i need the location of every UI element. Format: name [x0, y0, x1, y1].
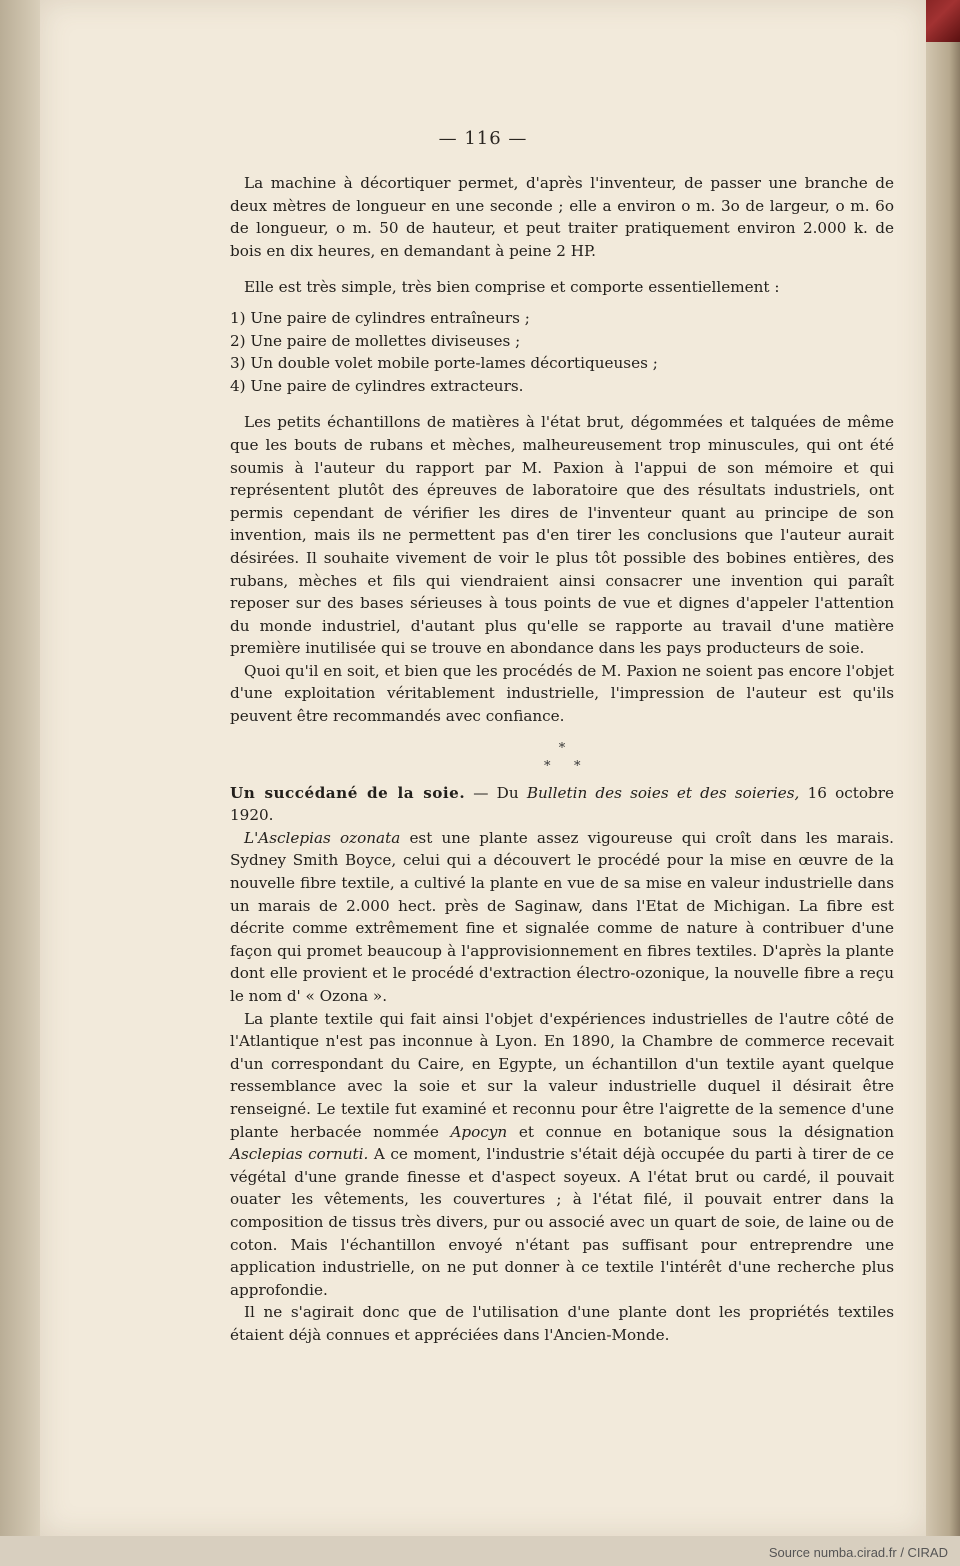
list-item: 2) Une paire de mollettes diviseuses ; — [230, 331, 521, 350]
article-date: 16 octobre 1920. — [230, 783, 894, 825]
list-item: 1) Une paire de cylindres entraîneurs ; — [230, 308, 530, 327]
list-item: 4) Une paire de cylindres extracteurs. — [230, 376, 524, 395]
article-paragraph-1 — [230, 827, 894, 1008]
article-paragraph-2-text-c: A ce moment, l'industrie s'était déjà occupée du parti à tirer de ce végétal d'une grande finesse et d'aspect soyeux. A l'état brut ou cardé, il pouvait ouater les vêtements, les couvertures ; à l'état filé, il pouvait entrer dans la composition de tissus très divers, pur ou associé avec un quart de soie, de laine ou de coton. Mais l'échantillon envoyé n'étant pas suffisant pour entreprendre une application industrielle, on ne put donner à ce textile l'intérêt d'une recherche plus approfondie. — [230, 1145, 894, 1299]
intro-paragraph-3: Les petits échantillons de matières à l'état brut, dégommées et talquées de même que les bouts de rubans et mèches, malheureusement trop minuscules, qui ont été soumis à l'auteur du rapport par M. Paxion à l'appui de son mémoire et qui représentent plutôt des épreuves de laboratoire que des résultats industriels, ont permis cependant de vérifier les dires de l'inventeur quant au principe de son invention, mais ils ne permettent pas d'en tirer les conclusions que l'auteur aurait désirées. Il souhaite vivement de voir le plus tôt possible des bobines entières, des rubans, mèches et fils qui viendraient ainsi consacrer une invention qui paraît reposer sur des bases sérieuses à tous points de vue et dignes d'appeler l'attention du monde industriel, d'autant plus qu'elle se rapporte au travail d'une matière première inutilisée qui se trouve en abondance dans les pays producteurs de soie. — [230, 413, 894, 658]
article-paragraph-2-text-b: et connue en botanique sous la désignation — [507, 1122, 894, 1141]
article-source: Bulletin des soies et des soieries, — [526, 783, 800, 802]
asterism-star: * — [544, 758, 551, 774]
plant-name-cornuti: Asclepias cornuti. — [230, 1145, 369, 1164]
page-content — [230, 172, 894, 1347]
asterism-star: * — [558, 740, 566, 756]
intro-paragraph-4: Quoi qu'il en soit, et bien que les procédés de M. Paxion ne soient pas encore l'objet d'une exploitation véritablement industrielle, l'impression de l'auteur est qu'ils peuvent être recommandés avec confiance. — [230, 661, 894, 726]
source-credit: Source numba.cirad.fr / CIRAD — [768, 1545, 948, 1560]
scanned-page — [40, 0, 926, 1536]
asterism-star: * — [574, 758, 581, 774]
plant-name-apocyn: Apocyn — [450, 1122, 508, 1141]
page-number: — 116 — — [438, 128, 528, 149]
section-separator — [230, 738, 894, 782]
article-heading — [230, 782, 894, 827]
article-paragraph-2-text-a: La plante textile qui fait ainsi l'objet d'expériences industrielles de l'autre côté de l'Atlantique n'est pas inconnue à Lyon. En 1890, la Chambre de commerce recevait d'un correspondant du Caire, en Egypte, un échantillon d'un textile ayant quelque ressemblance avec la soie et sur la valeur industrielle duquel il désirait être renseigné. Le textile fut examiné et reconnu pour être l'aigrette de la semence d'une plante herbacée nommée — [230, 1009, 894, 1141]
book-right-edge — [924, 0, 960, 1536]
machine-parts-list — [230, 307, 894, 397]
article-title: Un succédané de la soie. — [230, 783, 466, 802]
article-source-prefix: — Du — [465, 783, 527, 802]
intro-paragraph-2: Elle est très simple, très bien comprise et comporte essentiellement : — [244, 278, 780, 297]
article-paragraph-2 — [230, 1008, 894, 1302]
intro-paragraph-1: La machine à décortiquer permet, d'après l'inventeur, de passer une branche de deux mètres de longueur en une seconde ; elle a environ o m. 3o de largeur, o m. 6o de longueur, o m. 50 de hauteur, et peut traiter pratiquement environ 2.000 k. de bois en dix heures, en demandant à peine 2 HP. — [230, 174, 894, 260]
plant-name-ozonata: L'Asclepias ozonata — [244, 828, 401, 847]
article-paragraph-3: Il ne s'agirait donc que de l'utilisation d'une plante dont les propriétés textiles étaient déjà connues et appréciées dans l'Ancien-Monde. — [230, 1303, 894, 1344]
article-paragraph-1-text: est une plante assez vigoureuse qui croît dans les marais. Sydney Smith Boyce, celui qui a découvert le procédé pour la mise en œuvre de la nouvelle fibre textile, a cultivé la plante en vue de sa mise en valeur industrielle dans un marais de 2.000 hect. près de Saginaw, dans l'Etat de Michigan. La fibre est décrite comme extrêmement fine et signalée comme de nature à contribuer d'une façon qui promet beaucoup à l'approvisionnement en fibres textiles. D'après la plante dont elle provient et le procédé d'extraction électro-ozonique, la nouvelle fibre a reçu le nom d' « Ozona ». — [230, 828, 894, 1005]
list-item: 3) Un double volet mobile porte-lames décortiqueuses ; — [230, 354, 658, 373]
book-left-edge — [0, 0, 40, 1536]
